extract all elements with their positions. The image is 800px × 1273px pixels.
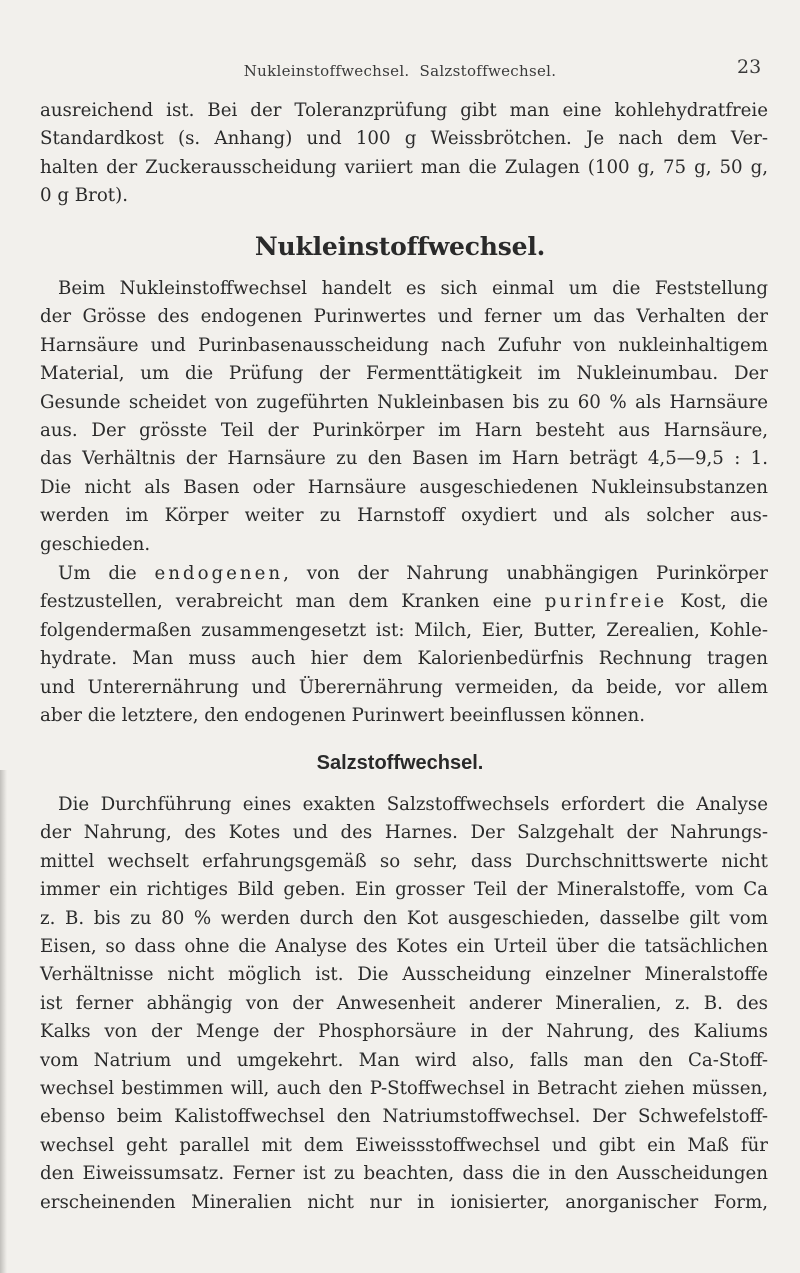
text-line: wechsel bestimmen will, auch den P-Stoffwechsel in Betracht ziehen müssen,: [40, 1078, 768, 1100]
text-line: Gesunde scheidet von zugeführten Nukleinbasen bis zu 60 % als Harnsäure: [40, 391, 768, 413]
text-line: der Grösse des endogenen Purinwertes und ferner um das Verhalten der: [40, 306, 768, 328]
text-line: aber die letztere, den endogenen Purinwert beeinflussen können.: [40, 705, 646, 727]
text-line: z. B. bis zu 80 % werden durch den Kot ausgeschieden, dasselbe gilt vom: [40, 907, 768, 929]
text-run: Um die: [58, 563, 155, 584]
salz-paragraph: [40, 791, 768, 1217]
running-title-right: Salzstoffwechsel.: [419, 62, 557, 80]
text-line: vom Natrium und umgekehrt. Man wird also, falls man den Ca-Stoff-: [40, 1049, 768, 1071]
text-line: Die nicht als Basen oder Harnsäure ausgeschiedenen Nukleinsubstanzen: [40, 476, 768, 498]
text-line: den Eiweissumsatz. Ferner ist zu beachten, dass die in den Ausscheidungen: [40, 1163, 768, 1185]
text-line: Beim Nukleinstoffwechsel handelt es sich einmal um die Feststellung: [58, 278, 768, 299]
emphasis-endogenen: endogenen: [154, 563, 284, 584]
text-line: erscheinenden Mineralien nicht nur in ionisierter, anorganischer Form,: [40, 1191, 768, 1213]
section-title-nukleinstoffwechsel: Nukleinstoffwechsel.: [254, 232, 546, 261]
text-line: mittel wechselt erfahrungsgemäß so sehr, dass Durchschnittswerte nicht: [40, 850, 768, 872]
text-line: Kalks von der Menge der Phosphorsäure in der Nahrung, des Kaliums: [40, 1021, 768, 1043]
text-run: Kost, die: [667, 591, 768, 613]
text-line: Die Durchführung eines exakten Salzstoffwechsels erfordert die Analyse: [58, 794, 768, 815]
text-line: ausreichend ist. Bei der Toleranzprüfung gibt man eine kohlehydratfreie: [40, 100, 768, 121]
text-line: Verhältnisse nicht möglich ist. Die Ausscheidung einzelner Mineralstoffe: [40, 964, 768, 986]
text-run: , von der Nahrung unabhängigen Purinkörper: [283, 563, 768, 584]
nuklein-paragraph-2: [40, 560, 768, 730]
text-line: aus. Der grösste Teil der Purinkörper im Harn besteht aus Harnsäure,: [40, 420, 768, 442]
text-line: 0 g Brot).: [40, 185, 128, 207]
emphasis-purinfreie: purinfreie: [544, 591, 668, 613]
intro-paragraph: [40, 97, 768, 211]
text-line: immer ein richtiges Bild geben. Ein grosser Teil der Mineralstoffe, vom Ca: [40, 879, 768, 901]
nuklein-paragraph-1: [40, 275, 768, 559]
text-line: Material, um die Prüfung der Fermenttätigkeit im Nukleinumbau. Der: [40, 363, 768, 385]
text-line: ebenso beim Kalistoffwechsel den Natriumstoffwechsel. Der Schwefelstoff-: [40, 1106, 768, 1128]
text-line: [40, 560, 768, 588]
text-run: festzustellen, verabreicht man dem Kranken eine: [40, 591, 545, 613]
running-head: [0, 62, 800, 80]
text-line: halten der Zuckerausscheidung variiert man die Zulagen (100 g, 75 g, 50 g,: [40, 156, 768, 178]
text-line: geschieden.: [40, 533, 151, 555]
text-line: wechsel geht parallel mit dem Eiweissstoffwechsel und gibt ein Maß für: [40, 1134, 768, 1156]
text-line: Harnsäure und Purinbasenausscheidung nach Zufuhr von nukleinhaltigem: [40, 334, 768, 356]
text-line: folgendermaßen zusammengesetzt ist: Milch, Eier, Butter, Zerealien, Kohle-: [40, 619, 768, 641]
text-line: hydrate. Man muss auch hier dem Kalorienbedürfnis Rechnung tragen: [40, 648, 768, 670]
text-line: und Unterernährung und Überernährung vermeiden, da beide, vor allem: [40, 676, 768, 698]
running-title-left: Nukleinstoffwechsel.: [243, 62, 410, 80]
text-line: der Nahrung, des Kotes und des Harnes. Der Salzgehalt der Nahrungs-: [40, 822, 768, 844]
section-title-salzstoffwechsel: Salzstoffwechsel.: [316, 752, 484, 774]
text-line: ist ferner abhängig von der Anwesenheit anderer Mineralien, z. B. des: [40, 992, 768, 1014]
page-edge-shadow: [0, 770, 7, 1273]
text-line: das Verhältnis der Harnsäure zu den Basen im Harn beträgt 4,5—9,5 : 1.: [40, 448, 768, 470]
page-number: 23: [737, 56, 762, 78]
text-line: Eisen, so dass ohne die Analyse des Kotes ein Urteil über die tatsächlichen: [40, 936, 768, 958]
text-line: werden im Körper weiter zu Harnstoff oxydiert und als solcher aus-: [40, 505, 768, 527]
text-line: Standardkost (s. Anhang) und 100 g Weissbrötchen. Je nach dem Ver-: [40, 128, 768, 150]
text-line: [40, 588, 768, 616]
